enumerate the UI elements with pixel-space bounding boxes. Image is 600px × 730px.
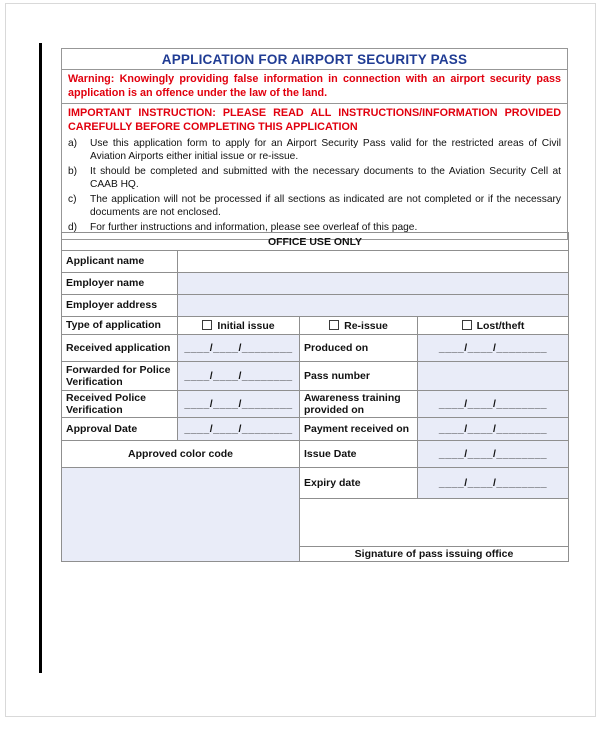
office-use-only-table xyxy=(61,232,569,562)
table-row xyxy=(62,362,569,391)
approved-color-code-label: Approved color code xyxy=(62,441,300,468)
instruction-marker: d) xyxy=(68,222,78,234)
binding-margin-line xyxy=(39,43,42,673)
awareness-training-date-field[interactable]: ____/____/________ xyxy=(418,391,569,418)
table-row xyxy=(62,468,569,499)
re-issue-checkbox[interactable] xyxy=(300,317,418,335)
approved-color-code-field[interactable] xyxy=(62,468,300,562)
payment-received-label: Payment received on xyxy=(300,418,418,441)
table-row xyxy=(62,335,569,362)
awareness-training-label: Awareness training provided on xyxy=(300,391,418,418)
pass-number-field[interactable] xyxy=(418,362,569,391)
initial-issue-checkbox[interactable] xyxy=(178,317,300,335)
received-application-date-field[interactable]: ____/____/________ xyxy=(178,335,300,362)
instruction-text: Use this application form to apply for an Airport Security Pass valid for the restricted areas of Civil Aviation Airports either initial issue or re-issue. xyxy=(90,138,561,163)
warning-text: Warning: Knowingly providing false information in connection with an airport security pass application is an offence under the law of the land. xyxy=(62,70,567,104)
table-row xyxy=(62,317,569,335)
checkbox-label: Lost/theft xyxy=(476,319,525,332)
table-row xyxy=(62,418,569,441)
checkbox-label: Re-issue xyxy=(344,319,388,332)
employer-address-label: Employer address xyxy=(62,295,178,317)
pass-number-label: Pass number xyxy=(300,362,418,391)
received-police-date-field[interactable]: ____/____/________ xyxy=(178,391,300,418)
approval-date-field[interactable]: ____/____/________ xyxy=(178,418,300,441)
applicant-name-field[interactable] xyxy=(178,251,569,273)
checkbox-icon[interactable] xyxy=(329,320,339,330)
issue-date-label: Issue Date xyxy=(300,441,418,468)
table-row xyxy=(62,295,569,317)
instruction-item xyxy=(68,165,561,191)
checkbox-icon[interactable] xyxy=(202,320,212,330)
table-row xyxy=(62,391,569,418)
forwarded-police-label: Forwarded for Police Verification xyxy=(62,362,178,391)
applicant-name-label: Applicant name xyxy=(62,251,178,273)
employer-name-label: Employer name xyxy=(62,273,178,295)
checkbox-label: Initial issue xyxy=(217,319,275,332)
instruction-marker: b) xyxy=(68,166,78,178)
type-of-application-label: Type of application xyxy=(62,317,178,335)
checkbox-icon[interactable] xyxy=(462,320,472,330)
instruction-text: For further instructions and information, please see overleaf of this page. xyxy=(90,222,418,234)
produced-on-label: Produced on xyxy=(300,335,418,362)
forwarded-police-date-field[interactable]: ____/____/________ xyxy=(178,362,300,391)
instructions-section xyxy=(62,104,567,239)
table-title: OFFICE USE ONLY xyxy=(62,233,569,251)
approval-date-label: Approval Date xyxy=(62,418,178,441)
signature-space[interactable] xyxy=(300,499,569,547)
instruction-marker: a) xyxy=(68,138,78,150)
expiry-date-label: Expiry date xyxy=(300,468,418,499)
issue-date-field[interactable]: ____/____/________ xyxy=(418,441,569,468)
lost-theft-checkbox[interactable] xyxy=(418,317,569,335)
employer-address-field[interactable] xyxy=(178,295,569,317)
signature-label: Signature of pass issuing office xyxy=(300,547,569,562)
employer-name-field[interactable] xyxy=(178,273,569,295)
instruction-marker: c) xyxy=(68,194,77,206)
table-row xyxy=(62,273,569,295)
expiry-date-field[interactable]: ____/____/________ xyxy=(418,468,569,499)
form-header-block xyxy=(61,48,568,240)
page-title: APPLICATION FOR AIRPORT SECURITY PASS xyxy=(62,49,567,70)
received-police-label: Received Police Verification xyxy=(62,391,178,418)
instruction-item xyxy=(68,193,561,219)
produced-on-date-field[interactable]: ____/____/________ xyxy=(418,335,569,362)
table-row xyxy=(62,251,569,273)
received-application-label: Received application xyxy=(62,335,178,362)
instruction-heading: IMPORTANT INSTRUCTION: PLEASE READ ALL INSTRUCTIONS/INFORMATION PROVIDED CAREFULLY BEFORE COMPLETING THIS APPLICATION xyxy=(68,107,561,134)
instruction-text: The application will not be processed if all sections as indicated are not completed or if the necessary documents are not enclosed. xyxy=(90,194,561,219)
instruction-item xyxy=(68,137,561,163)
table-row xyxy=(62,441,569,468)
payment-received-date-field[interactable]: ____/____/________ xyxy=(418,418,569,441)
instruction-text: It should be completed and submitted with the necessary documents to the Aviation Security Cell at CAAB HQ. xyxy=(90,166,561,191)
